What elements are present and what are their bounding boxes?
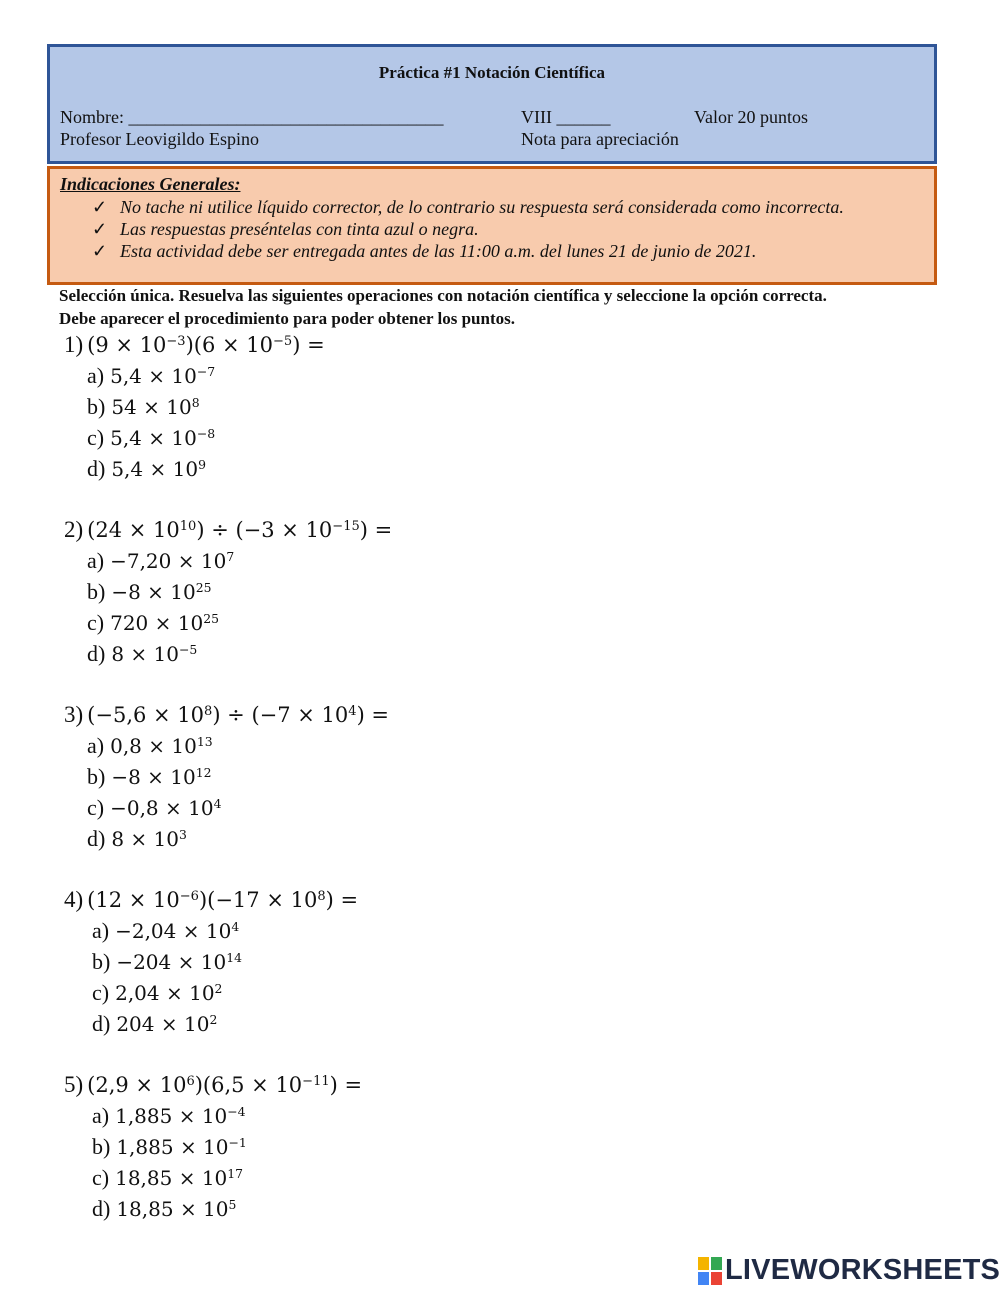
name-field-label: Nombre: ___________________________________ bbox=[60, 107, 444, 127]
lead-instruction: Selección única. Resuelva las siguientes operaciones con notación científica y seleccione la opción correcta. bbox=[59, 286, 827, 305]
instruction-item bbox=[92, 197, 844, 218]
option-4a[interactable]: $a) -2,04 \times 10^4$ bbox=[92, 918, 240, 943]
option-4c[interactable]: c) $2,04 \times 10^2$ bbox=[92, 980, 223, 1005]
question-4 bbox=[64, 887, 358, 913]
question-expression: $(9 \times 10^{-3})(6 \times 10^{-5})$ = bbox=[87, 333, 325, 357]
instruction-text: No tache ni utilice líquido corrector, de lo contrario su respuesta será considerada como incorrecta. bbox=[120, 197, 844, 217]
option-5a[interactable]: a) $1,885 \times 10^{-4}$ bbox=[92, 1103, 246, 1128]
option-5c[interactable]: c) $18,85 \times 10^{17}$ bbox=[92, 1165, 244, 1190]
question-expression: $(-5,6 \times 10^8) \div (-7 \times 10^4)$ = bbox=[87, 703, 390, 727]
liveworksheets-logo bbox=[698, 1254, 1000, 1287]
instruction-item bbox=[92, 219, 479, 240]
question-number: 1) bbox=[64, 332, 84, 357]
page-title: Práctica #1 Notación Científica bbox=[378, 63, 606, 82]
question-3 bbox=[64, 702, 389, 728]
option-1d[interactable]: d) $5,4 \times 10^9$ bbox=[87, 456, 206, 481]
teacher-name: Profesor Leovigildo Espino bbox=[60, 129, 259, 149]
checkmark-icon: ✓ bbox=[92, 219, 108, 239]
grade-note: Nota para apreciación bbox=[521, 129, 679, 149]
liveworksheets-logo-icon bbox=[698, 1257, 722, 1285]
option-3a[interactable]: a) $0,8 \times 10^{13}$ bbox=[87, 733, 213, 758]
question-expression: $(24 \times 10^{10}) \div (-3 \times 10^{-15})$ = bbox=[87, 518, 393, 542]
instructions-title: Indicaciones Generales: bbox=[60, 174, 241, 194]
points-value: Valor 20 puntos bbox=[694, 107, 808, 127]
logo-text: LIVEWORKSHEETS bbox=[725, 1254, 1000, 1286]
question-2 bbox=[64, 517, 392, 543]
question-number: 5) bbox=[64, 1072, 84, 1097]
option-2c[interactable]: c) $720 \times 10^{25}$ bbox=[87, 610, 219, 635]
instruction-item bbox=[92, 241, 756, 262]
option-5d[interactable]: d) $18,85 \times 10^5$ bbox=[92, 1196, 237, 1221]
logo-square-3 bbox=[698, 1272, 709, 1285]
question-number: 2) bbox=[64, 517, 84, 542]
option-2a[interactable]: $a) -7,20 \times 10^7$ bbox=[87, 548, 235, 573]
option-4d[interactable]: d) $204 \times 10^2$ bbox=[92, 1011, 218, 1036]
question-number: 4) bbox=[64, 887, 84, 912]
option-1c[interactable]: c) $5,4 \times 10^{-8}$ bbox=[87, 425, 216, 450]
checkmark-icon: ✓ bbox=[92, 241, 108, 261]
option-4b[interactable]: $b) -204 \times 10^{14}$ bbox=[92, 949, 242, 974]
option-1a[interactable]: a) $5,4 \times 10^{-7}$ bbox=[87, 363, 216, 388]
header-box bbox=[47, 44, 937, 164]
question-expression: $(2,9 \times 10^6)(6,5 \times 10^{-11})$ = bbox=[87, 1073, 363, 1097]
lead-instruction-procedure: Debe aparecer el procedimiento para poder obtener los puntos. bbox=[59, 309, 515, 328]
option-2b[interactable]: $b) -8 \times 10^{25}$ bbox=[87, 579, 212, 604]
logo-square-2 bbox=[711, 1257, 722, 1270]
option-3d[interactable]: d) $8 \times 10^3$ bbox=[87, 826, 187, 851]
question-expression: $(12 \times 10^{-6})(-17 \times 10^8)$ = bbox=[87, 888, 359, 912]
option-3c[interactable]: $c) -0,8 \times 10^4$ bbox=[87, 795, 222, 820]
question-5 bbox=[64, 1072, 362, 1098]
grade-field: VIII ______ bbox=[521, 107, 611, 127]
logo-square-4 bbox=[711, 1272, 722, 1285]
option-1b[interactable]: b) $54 \times 10^8$ bbox=[87, 394, 200, 419]
option-3b[interactable]: $b) -8 \times 10^{12}$ bbox=[87, 764, 212, 789]
question-number: 3) bbox=[64, 702, 84, 727]
logo-square-1 bbox=[698, 1257, 709, 1270]
instructions-box bbox=[47, 166, 937, 285]
option-5b[interactable]: b) $1,885 \times 10^{-1}$ bbox=[92, 1134, 247, 1159]
checkmark-icon: ✓ bbox=[92, 197, 108, 217]
instruction-text: Esta actividad debe ser entregada antes de las 11:00 a.m. del lunes 21 de junio de 2021. bbox=[120, 241, 757, 261]
question-1 bbox=[64, 332, 325, 358]
option-2d[interactable]: d) $8 \times 10^{-5}$ bbox=[87, 641, 198, 666]
instruction-text: Las respuestas preséntelas con tinta azul o negra. bbox=[120, 219, 479, 239]
